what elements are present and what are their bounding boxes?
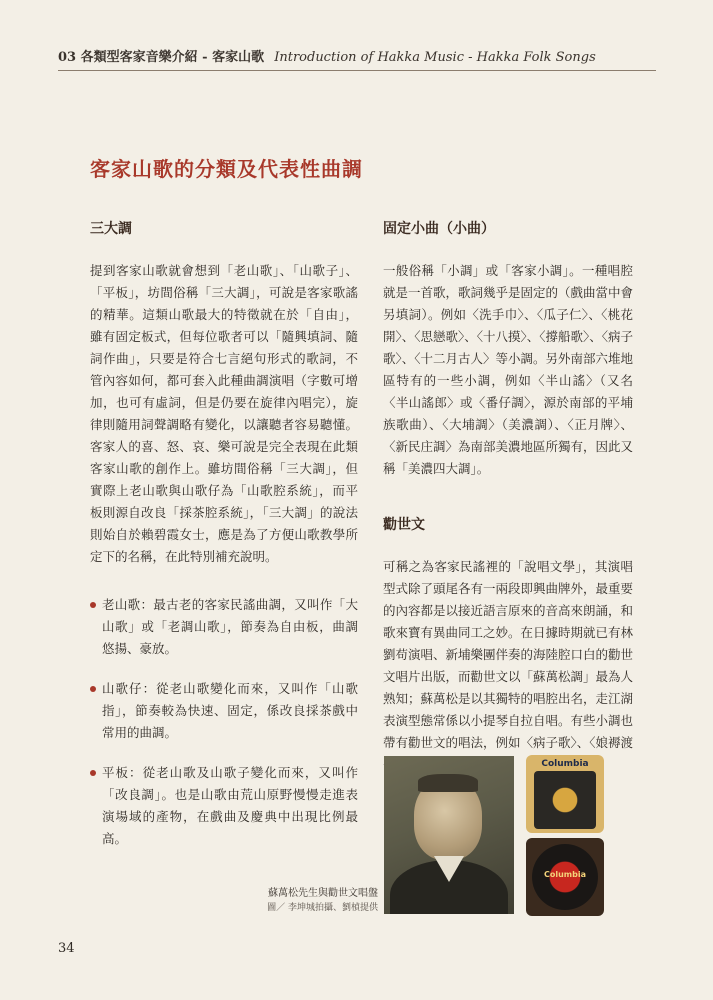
bullet-text: 平板：從老山歌及山歌子變化而來，又叫作「改良調」。也是山歌由荒山原野慢慢走進表演場域的產物，在戲曲及慶典中出現比例最高。 (102, 765, 358, 846)
list-item (90, 678, 358, 744)
bullet-icon (90, 770, 96, 776)
page-number: 34 (58, 941, 75, 956)
header-english: Introduction of Hakka Music - Hakka Folk Songs (274, 50, 596, 65)
bullet-list (90, 594, 358, 850)
list-item (90, 594, 358, 660)
section-exhortation (383, 514, 633, 776)
record-photo-bottom (526, 838, 604, 916)
section-heading-fixed-tunes: 固定小曲（小曲） (383, 221, 495, 237)
portrait-hair (418, 774, 478, 792)
bullet-icon (90, 602, 96, 608)
section-heading-three-tunes: 三大調 (90, 221, 132, 237)
right-column (383, 218, 633, 776)
record-photo-top (526, 755, 604, 833)
paragraph-exhortation: 可稱之為客家民謠裡的「說唱文學」，其演唱型式除了頭尾各有一兩段即興曲牌外，最重要的內容都是以接近語言原來的音高來朗誦，和歌來寶有異曲同工之妙。在日據時期就已有林劉苟演唱、新埔樂團伴奏的海陸腔口白的勸世文唱片出版，而勸世文以「蘇萬松調」最為人熟知；蘇萬松是以其獨特的唱腔出名，走江湖表演型態常係以小提琴自拉自唱。有些小調也帶有勸世文的唱法，例如〈病子歌〉、〈娘褥渡 (383, 559, 634, 750)
paragraph-three-tunes: 提到客家山歌就會想到「老山歌」、「山歌子」、「平板」，坊間俗稱「三大調」，可說是客家歌謠的精華。這類山歌最大的特徵就在於「自由」，雖有固定板式，但每位歌者可以「隨興填詞、隨詞作曲」，只要是符合七言絕句形式的歌詞，不管內容如何，都可套入此種曲調演唱（字數可增加，也可有虛詞，但是仍要在旋律內唱完），旋律則隨用詞聲調略有變化，以讓聽者容易聽懂。客家人的喜、怒、哀、樂可說是完全表現在此類客家山歌的創作上。雖坊間俗稱「三大調」，但實際上老山歌與山歌仔為「山歌腔系統」，而平板則源自改良「採茶腔系統」，「三大調」的說法則始自於賴碧霞女士，應是為了方便山歌教學所定下的名稱，在此特別補充說明。 (90, 263, 358, 564)
page-title: 客家山歌的分類及代表性曲調 (90, 157, 363, 181)
record-disc-icon (534, 771, 596, 829)
photo-credit: 圖／ 李坤城拍攝、劉楨提供 (267, 903, 378, 913)
left-column (90, 218, 358, 868)
bullet-text: 老山歌：最古老的客家民謠曲調，又叫作「大山歌」或「老調山歌」，節奏為自由板，曲調悠揚、豪放。 (102, 597, 358, 656)
record-label-bottom: Columbia (543, 870, 586, 879)
bullet-icon (90, 686, 96, 692)
portrait-photo (384, 756, 514, 914)
header-chinese: 03 各類型客家音樂介紹 - 客家山歌 (58, 50, 265, 65)
section-heading-exhortation: 勸世文 (383, 517, 425, 533)
running-header (58, 46, 668, 65)
list-item (90, 762, 358, 850)
photo-caption-block (230, 886, 378, 916)
header-divider (58, 70, 656, 71)
record-label-top: Columbia (541, 759, 589, 769)
bullet-text: 山歌仔：從老山歌變化而來，又叫作「山歌指」，節奏較為快速、固定，係改良採茶戲中常用的曲調。 (102, 681, 358, 740)
paragraph-fixed-tunes: 一般俗稱「小調」或「客家小調」。一種唱腔就是一首歌，歌詞幾乎是固定的（戲曲當中會另填詞）。例如〈洗手巾〉、〈瓜子仁〉、〈桃花開〉、〈思戀歌〉、〈十八摸〉、〈撐船歌〉、〈病子歌〉、〈十二月古人〉等小調。另外南部六堆地區特有的一些小調，例如〈半山謠〉（又名〈半山謠郎〉或〈番仔調〉，源於南部的平埔族歌曲）、〈大埔調〉（美濃調）、〈正月牌〉、〈新民庄調〉為南部美濃地區所獨有，因此又稱「美濃四大調」。 (383, 263, 634, 476)
photo-caption: 蘇萬松先生與勸世文唱盤 (268, 888, 378, 899)
